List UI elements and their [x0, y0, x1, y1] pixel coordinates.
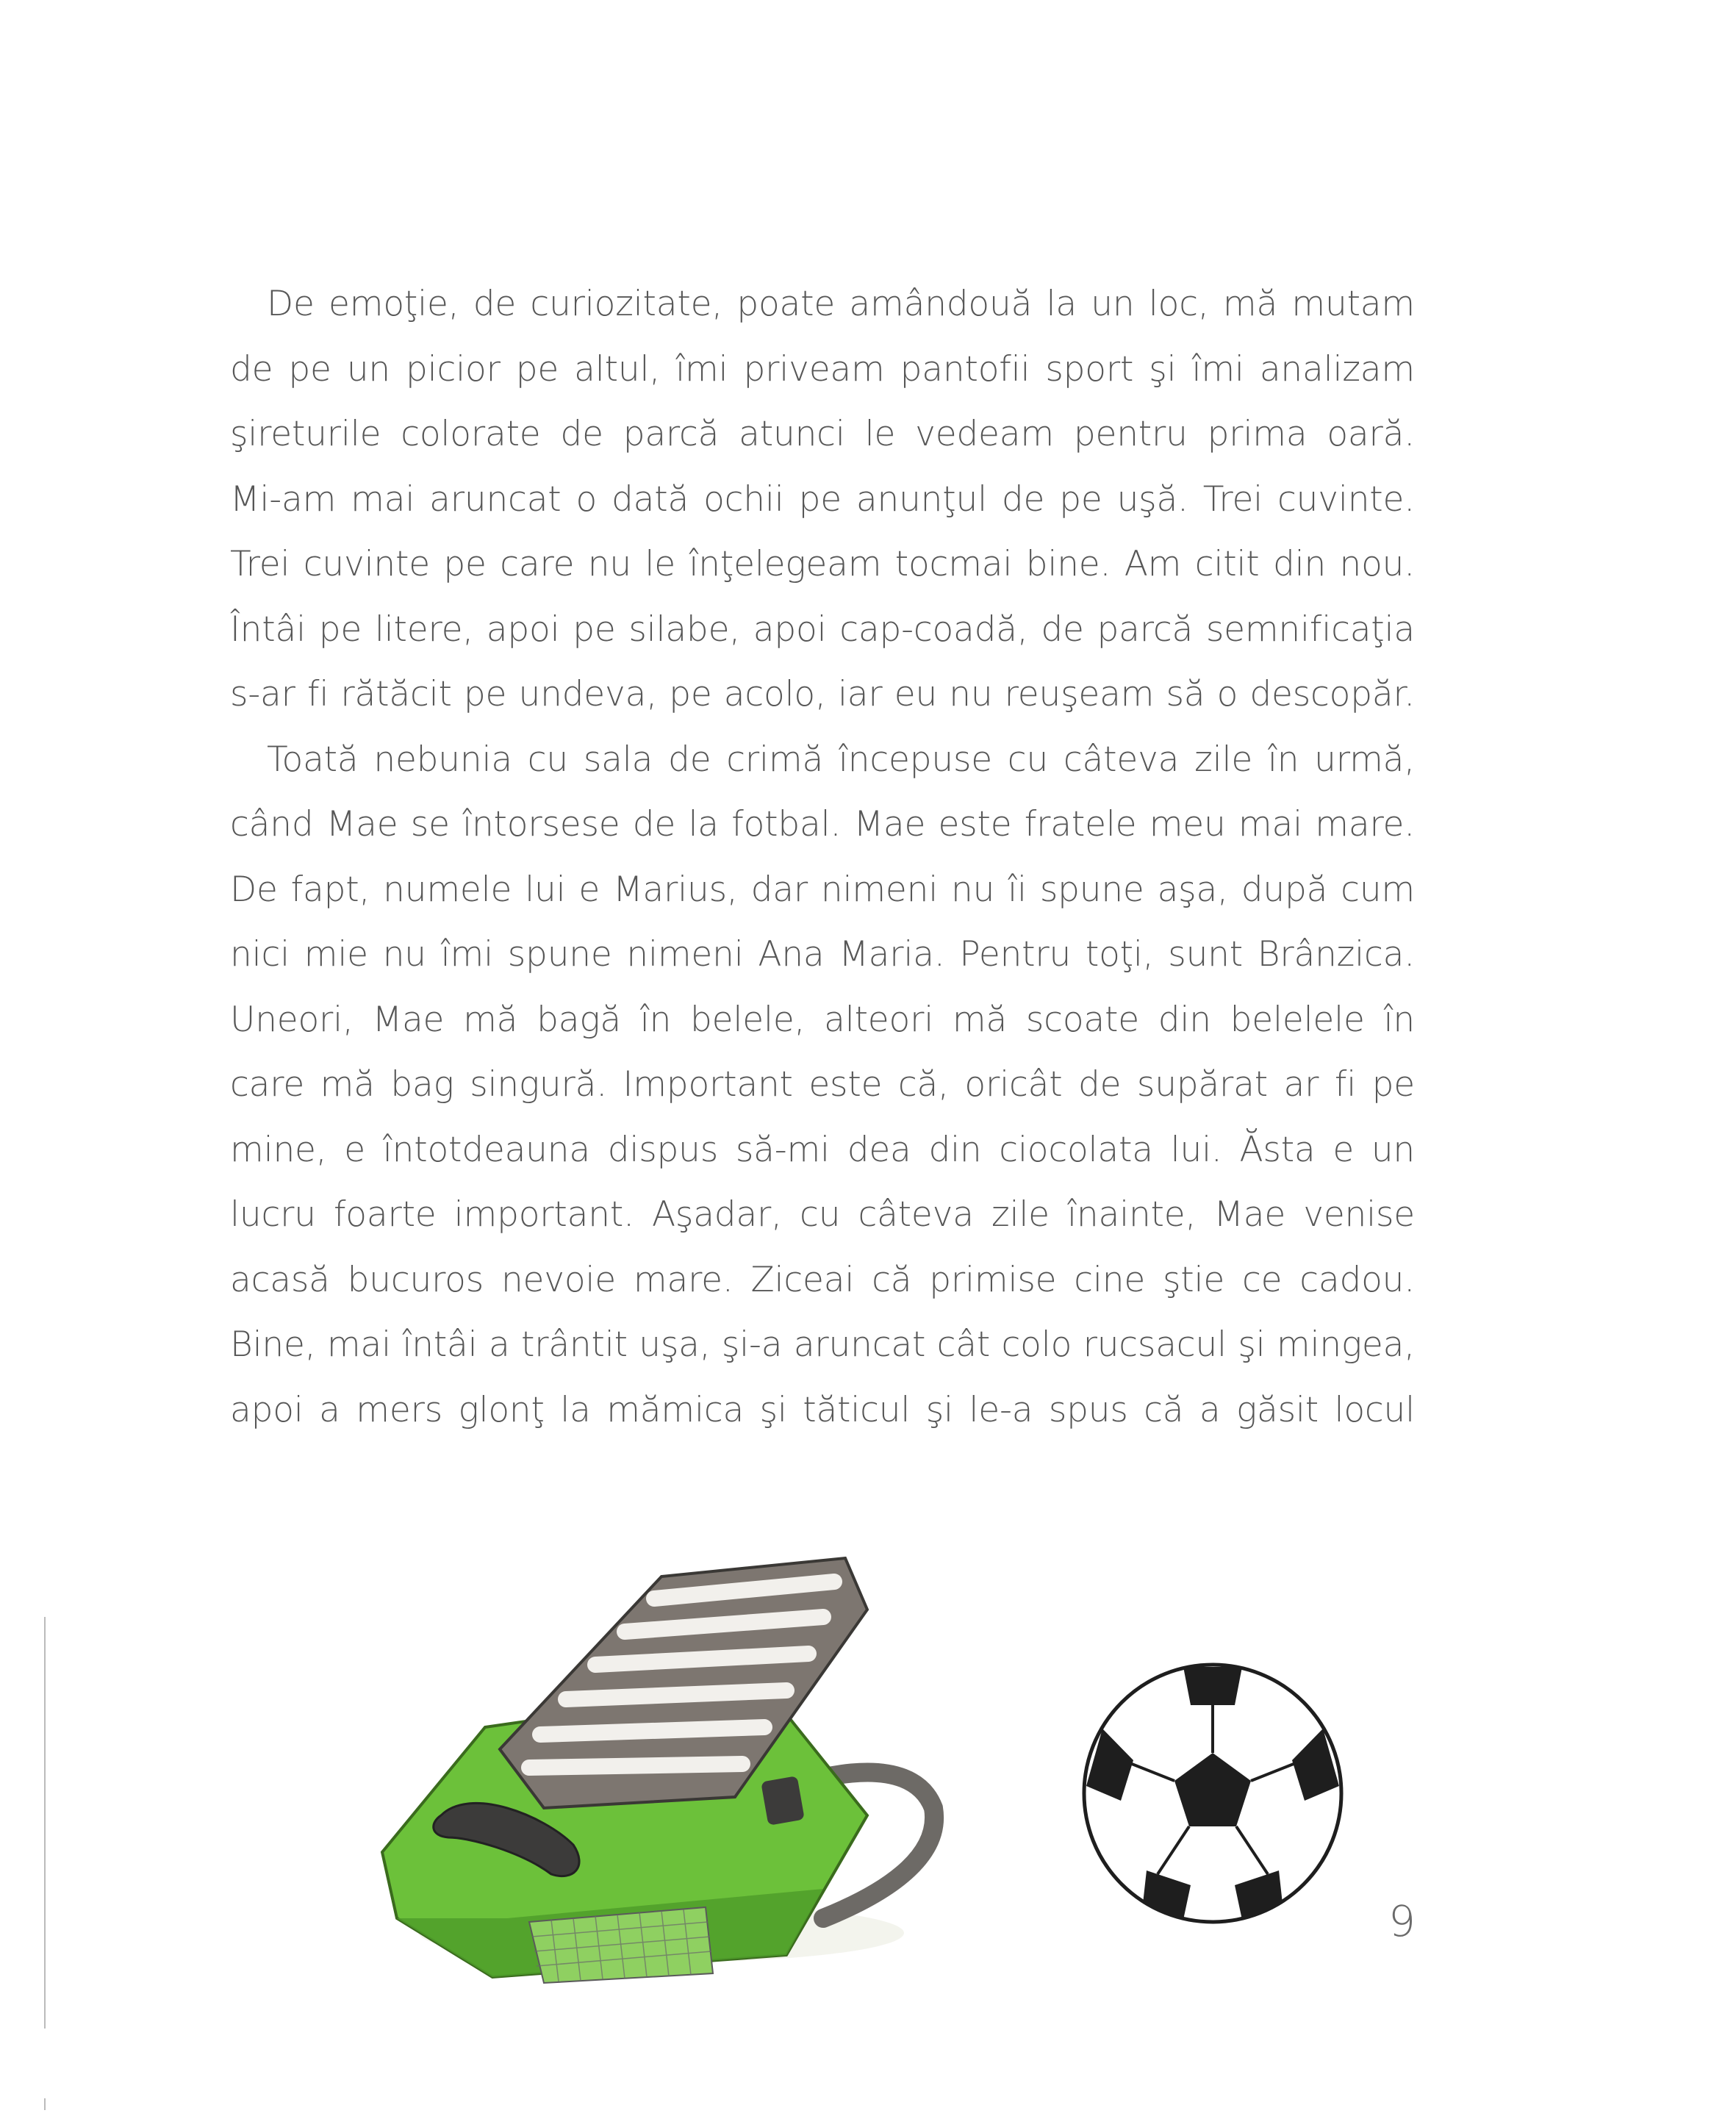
- body-text: [230, 272, 1415, 1443]
- paragraph-2: [230, 728, 1415, 1443]
- illustration: [353, 1507, 1470, 2021]
- text-line: Mi-am mai aruncat o dată ochii pe anunţul de pe uşă. Trei cuvinte.: [230, 478, 1415, 520]
- text-line: de pe un picior pe altul, îmi priveam pantofii sport şi îmi analizam: [230, 348, 1415, 390]
- text-line: Bine, mai întâi a trântit uşa, şi-a aruncat cât colo rucsacul şi mingea,: [230, 1324, 1415, 1365]
- page-number: 9: [1388, 1896, 1416, 1946]
- text-line: acasă bucuros nevoie mare. Ziceai că primise cine ştie ce cadou.: [230, 1259, 1415, 1300]
- text-line: care mă bag singură. Important este că, oricât de supărat ar fi pe: [230, 1064, 1415, 1105]
- margin-mark: [44, 1617, 46, 2029]
- paragraph-1: [230, 272, 1415, 728]
- text-line: Toată nebunia cu sala de crimă începuse cu câteva zile în urmă,: [267, 739, 1415, 780]
- text-line: nici mie nu îmi spune nimeni Ana Maria. Pentru toţi, sunt Brânzica.: [230, 934, 1415, 975]
- text-line: lucru foarte important. Aşadar, cu câteva zile înainte, Mae venise: [230, 1194, 1415, 1235]
- soccer-ball-icon: [1084, 1665, 1341, 1922]
- text-line: Trei cuvinte pe care nu le înţelegeam tocmai bine. Am citit din nou.: [230, 544, 1415, 584]
- text-line: De fapt, numele lui e Marius, dar nimeni nu îi spune aşa, după cum: [230, 869, 1415, 910]
- text-line: apoi a mers glonţ la mămica şi tăticul şi le-a spus că a găsit locul: [230, 1389, 1415, 1430]
- margin-mark: [44, 2098, 46, 2110]
- text-line: s-ar fi rătăcit pe undeva, pe acolo, iar eu nu reuşeam să o descopăr.: [230, 674, 1415, 714]
- text-line: când Mae se întorsese de la fotbal. Mae este fratele meu mai mare.: [230, 804, 1415, 844]
- text-line: De emoţie, de curiozitate, poate amândouă la un loc, mă mutam: [267, 284, 1415, 324]
- text-line: mine, e întotdeauna dispus să-mi dea din ciocolata lui. Ăsta e un: [230, 1129, 1415, 1170]
- text-line: şireturile colorate de parcă atunci le vedeam pentru prima oară.: [230, 414, 1415, 454]
- text-line: Întâi pe litere, apoi pe silabe, apoi cap-coadă, de parcă semnificaţia: [230, 609, 1415, 650]
- text-line: Uneori, Mae mă bagă în belele, alteori mă scoate din belelele în: [230, 999, 1415, 1040]
